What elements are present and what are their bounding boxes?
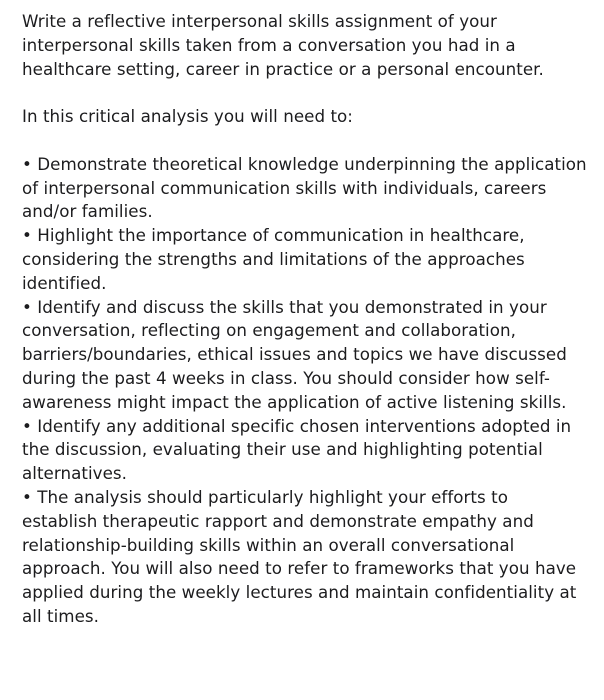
lead-in-sentence: In this critical analysis you will need to: xyxy=(22,106,353,127)
assignment-brief xyxy=(22,10,587,629)
requirement-item-rapport: • The analysis should particularly highlight your efforts to establish therapeutic rapport and demonstrate empathy and relationship-building skills within an overall conversational approach. You will also need to refer to frameworks that you have applied during the weekly lectures and maintain confidentiality at all times. xyxy=(22,486,577,626)
paragraph-spacer xyxy=(22,81,587,105)
intro-paragraph: Write a reflective interpersonal skills assignment of your interpersonal skills taken from a conversation you had in a healthcare setting, career in practice or a personal encounter. xyxy=(22,11,544,79)
paragraph-spacer xyxy=(22,129,587,153)
requirement-item-interventions: • Identify any additional specific chosen interventions adopted in the discussion, evaluating their use and highlighting potential alternatives. xyxy=(22,415,572,484)
requirement-item-theory: • Demonstrate theoretical knowledge underpinning the application of interpersonal communication skills with individuals, careers and/or families. xyxy=(22,153,587,222)
requirements-list xyxy=(22,153,587,629)
requirement-item-importance: • Highlight the importance of communication in healthcare, considering the strengths and limitations of the approaches identified. xyxy=(22,225,525,293)
requirement-item-skills: • Identify and discuss the skills that you demonstrated in your conversation, reflecting on engagement and collaboration, barriers/boundaries, ethical issues and topics we have discussed during the past 4 weeks in class. You should consider how self-awareness might impact the application of active listening skills. xyxy=(22,296,567,412)
